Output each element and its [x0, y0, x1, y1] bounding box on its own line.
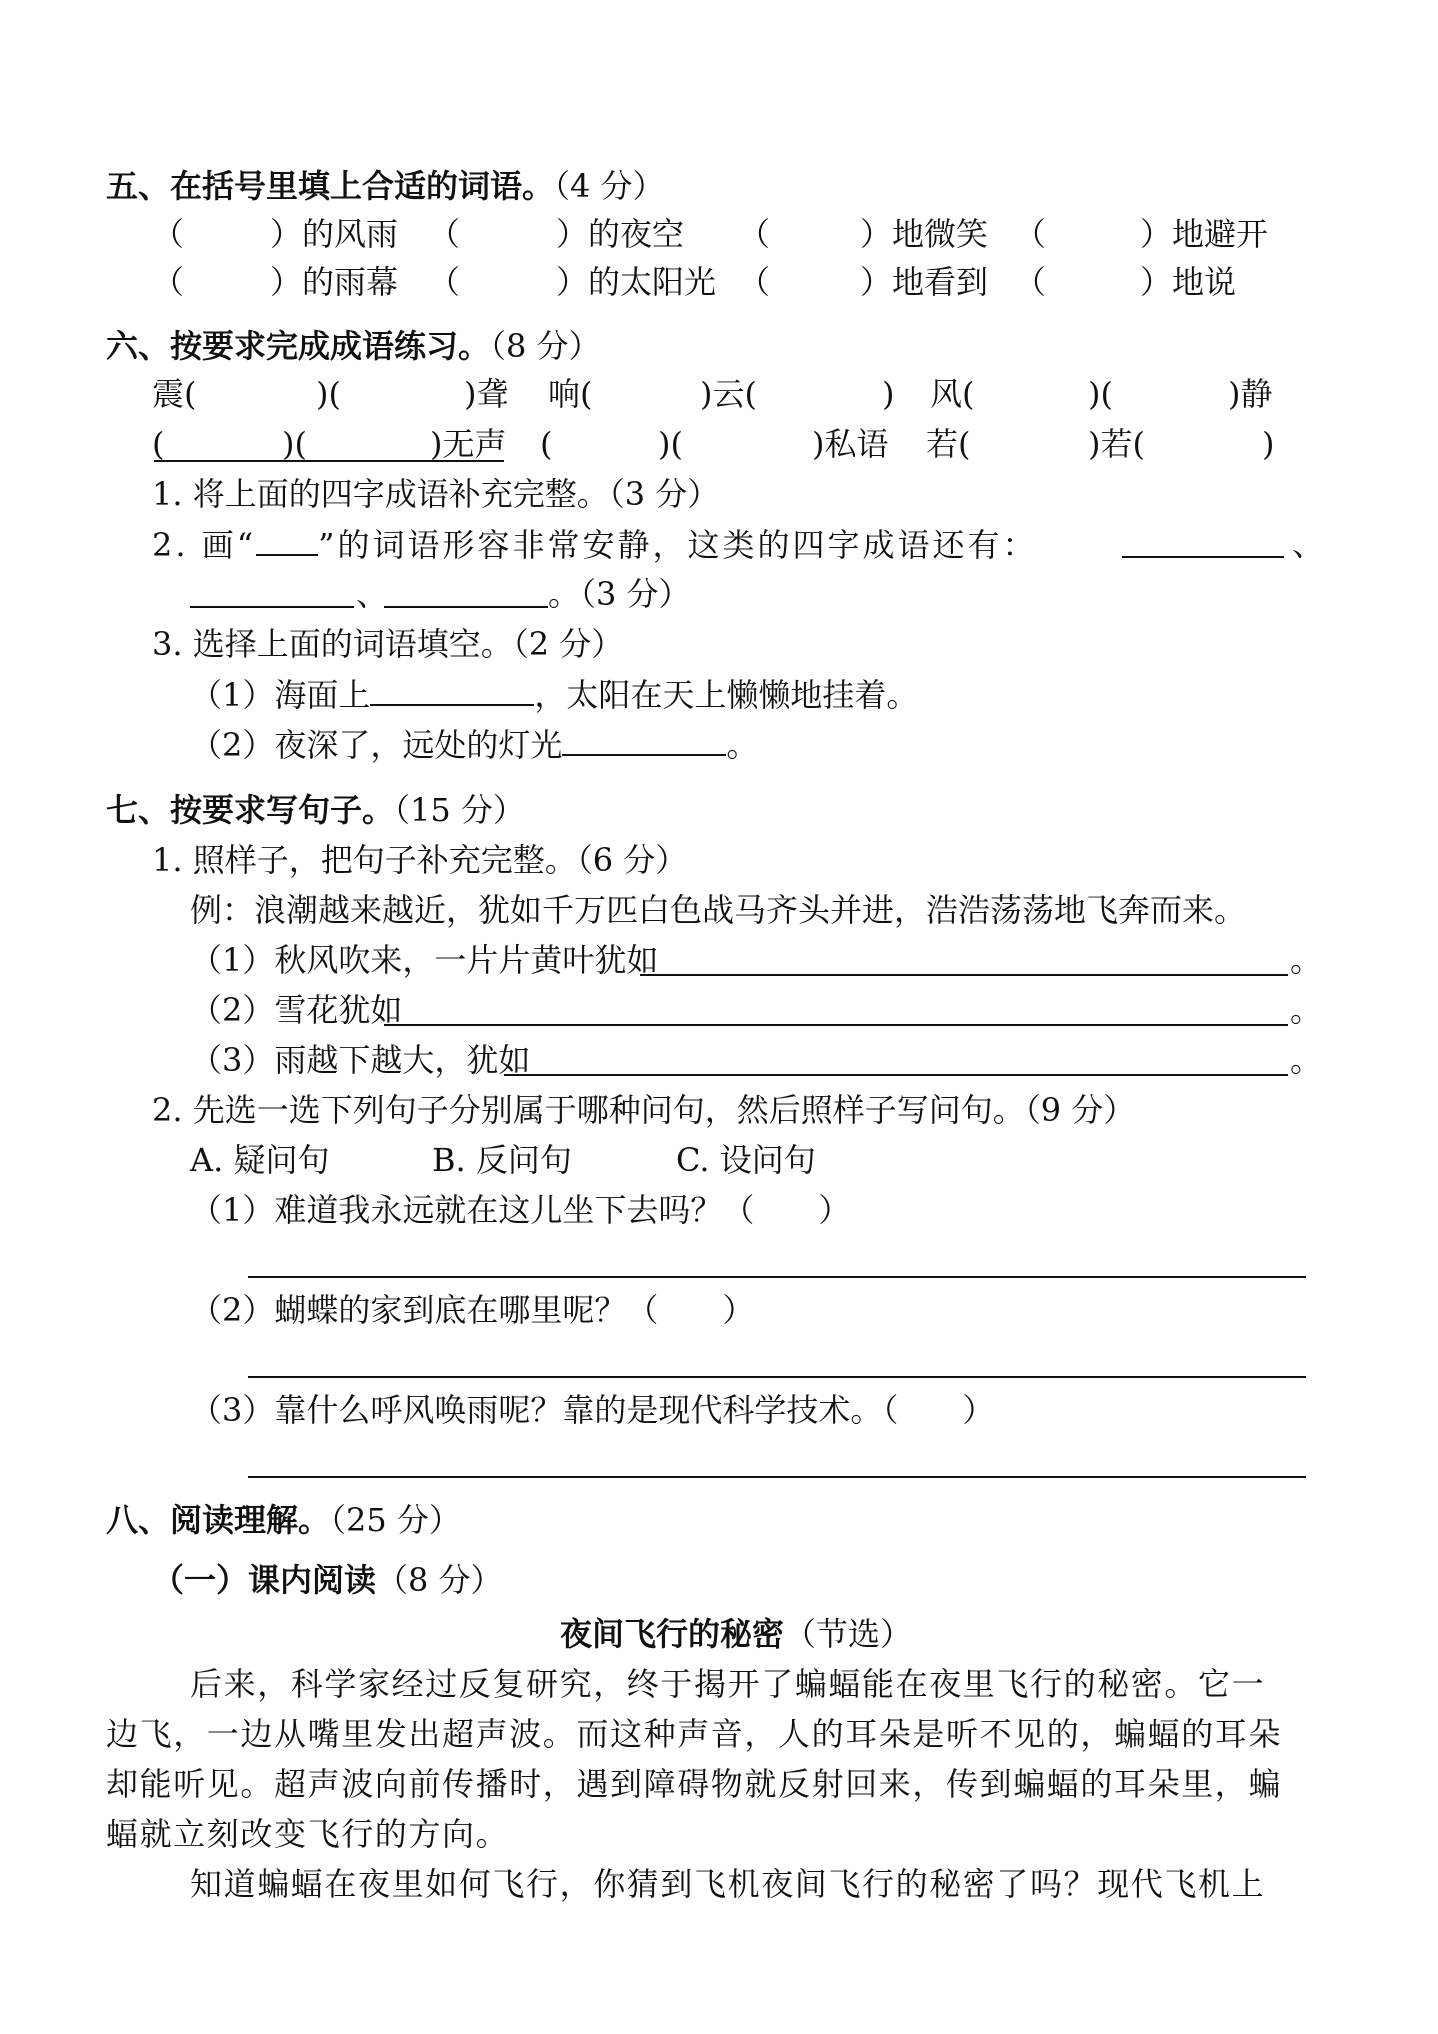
idiom-part: )( [1088, 375, 1113, 413]
idiom-part: 风( [930, 375, 975, 413]
blank-label: ）的太阳光 [556, 263, 717, 301]
paren-open: （ [1014, 263, 1047, 301]
passage-line: 后来，科学家经过反复研究，终于揭开了蝙蝠能在夜里飞行的秘密。它一 [190, 1665, 1266, 1703]
blank-label: ）的风雨 [270, 215, 399, 253]
answer-line[interactable] [248, 1276, 1306, 1278]
blank-label: ）地微笑 [860, 215, 989, 253]
answer-blank[interactable] [190, 606, 354, 608]
s7-sentence1: （1）难道我永远就在这儿坐下去吗？（ ） [190, 1191, 851, 1229]
idiom-part: )云( [700, 375, 757, 413]
passage-line: 却能听见。超声波向前传播时，遇到障碍物就反射回来，传到蝙蝠的耳朵里，蝙 [106, 1765, 1283, 1803]
s6-q3-item1 [190, 674, 918, 715]
item-prefix: （1）海面上 [190, 676, 371, 714]
q2-score: 。（3 分） [548, 575, 691, 613]
s7-question2: 2. 先选一选下列句子分别属于哪种问句，然后照样子写问句。（9 分） [152, 1091, 1136, 1129]
period: 。 [1290, 941, 1323, 979]
idiom-part: )静 [1228, 375, 1273, 413]
q2-prefix: 2. 画“ [152, 526, 257, 564]
s7-item2: （2）雪花犹如 [190, 991, 403, 1029]
item-prefix: （2）夜深了，远处的灯光 [190, 726, 563, 764]
section7-score: （15 分） [394, 791, 525, 829]
idiom-part: ( [152, 425, 165, 463]
section5-heading [106, 166, 665, 206]
subsection-heading [152, 1560, 503, 1600]
section5-score: （4 分） [554, 167, 665, 205]
idiom-part: 若( [926, 425, 971, 463]
s7-sentence3: （3）靠什么呼风唤雨呢？靠的是现代科学技术。（ ） [190, 1391, 995, 1429]
paren-open: （ [152, 263, 185, 301]
section6-title: 六、按要求完成成语练习。 [106, 327, 491, 365]
idiom-part: 响( [548, 375, 593, 413]
answer-line[interactable] [248, 1476, 1306, 1478]
passage-line: 边飞，一边从嘴里发出超声波。而这种声音，人的耳朵是听不见的，蝙蝠的耳朵 [106, 1715, 1283, 1753]
blank-label: ）的雨幕 [270, 263, 399, 301]
separator: 、 [356, 575, 389, 613]
idiom-part: )私语 [812, 425, 889, 463]
period: 。 [1290, 1041, 1323, 1079]
answer-blank[interactable] [1122, 556, 1284, 558]
section5-title: 五、在括号里填上合适的词语。 [106, 167, 555, 205]
passage-title [560, 1614, 912, 1654]
subsection-score: （8 分） [376, 1561, 503, 1599]
idiom-part: 震( [152, 375, 197, 413]
item-suffix: ，太阳在天上懒懒地挂着。 [534, 676, 919, 714]
answer-line[interactable] [640, 974, 1288, 976]
s6-question1: 1. 将上面的四字成语补充完整。（3 分） [152, 475, 720, 513]
passage-title-tag: （节选） [784, 1615, 913, 1653]
section7-title: 七、按要求写句子。 [106, 791, 395, 829]
paren-open: （ [428, 263, 461, 301]
idiom-part: )聋 [464, 375, 509, 413]
idiom-part: )( [658, 425, 683, 463]
answer-blank[interactable] [370, 674, 534, 706]
q2-text: ”的词语形容非常安静，这类的四字成语还有： [318, 526, 1038, 564]
s6-question2 [152, 524, 1037, 565]
separator: 、 [1292, 525, 1325, 563]
paren-open: （ [1014, 215, 1047, 253]
passage-line: 知道蝙蝠在夜里如何飞行，你猜到飞机夜间飞行的秘密了吗？现代飞机上 [190, 1865, 1266, 1903]
paren-open: （ [152, 215, 185, 253]
paren-open: （ [428, 215, 461, 253]
idiom-part: ) [1262, 425, 1275, 463]
answer-line[interactable] [504, 1074, 1288, 1076]
paren-open: （ [738, 215, 771, 253]
blank-label: ）地说 [1140, 263, 1237, 301]
s7-example: 例：浪潮越来越近，犹如千万匹白色战马齐头并进，浩浩荡荡地飞奔而来。 [190, 891, 1247, 929]
answer-line[interactable] [248, 1376, 1306, 1378]
blank-label: ）的夜空 [556, 215, 685, 253]
passage-line: 蝠就立刻改变飞行的方向。 [106, 1815, 510, 1853]
s6-question3: 3. 选择上面的词语填空。（2 分） [152, 625, 624, 663]
blank-label: ）地避开 [1140, 215, 1269, 253]
idiom-underline [154, 460, 504, 462]
s7-item3: （3）雨越下越大，犹如 [190, 1041, 531, 1079]
answer-blank[interactable] [562, 724, 726, 756]
s7-question1: 1. 照样子，把句子补充完整。（6 分） [152, 841, 688, 879]
answer-blank[interactable] [256, 524, 318, 556]
section8-score: （25 分） [330, 1501, 461, 1539]
idiom-part: ( [540, 425, 553, 463]
s7-item1: （1）秋风吹来，一片片黄叶犹如 [190, 941, 659, 979]
idiom-part: )( [316, 375, 341, 413]
option-a: A. 疑问句 [190, 1141, 330, 1179]
passage-title-text: 夜间飞行的秘密 [560, 1615, 785, 1653]
idiom-part: )若( [1088, 425, 1145, 463]
section8-heading [106, 1500, 461, 1540]
item-suffix: 。 [726, 726, 759, 764]
blank-label: ）地看到 [860, 263, 989, 301]
section6-heading [106, 326, 601, 366]
section7-heading [106, 790, 525, 830]
s6-q3-item2 [190, 724, 758, 765]
answer-blank[interactable] [384, 606, 548, 608]
idiom-part: )( [282, 425, 307, 463]
option-c: C. 设问句 [676, 1141, 816, 1179]
period: 。 [1290, 991, 1323, 1029]
paren-open: （ [738, 263, 771, 301]
section6-score: （8 分） [490, 327, 601, 365]
subsection-title: （一）课内阅读 [152, 1561, 377, 1599]
section8-title: 八、阅读理解。 [106, 1501, 331, 1539]
idiom-part: )无声 [430, 425, 507, 463]
idiom-part: ) [882, 375, 895, 413]
answer-line[interactable] [384, 1024, 1288, 1026]
s7-sentence2: （2）蝴蝶的家到底在哪里呢？（ ） [190, 1291, 755, 1329]
option-b: B. 反问句 [432, 1141, 572, 1179]
